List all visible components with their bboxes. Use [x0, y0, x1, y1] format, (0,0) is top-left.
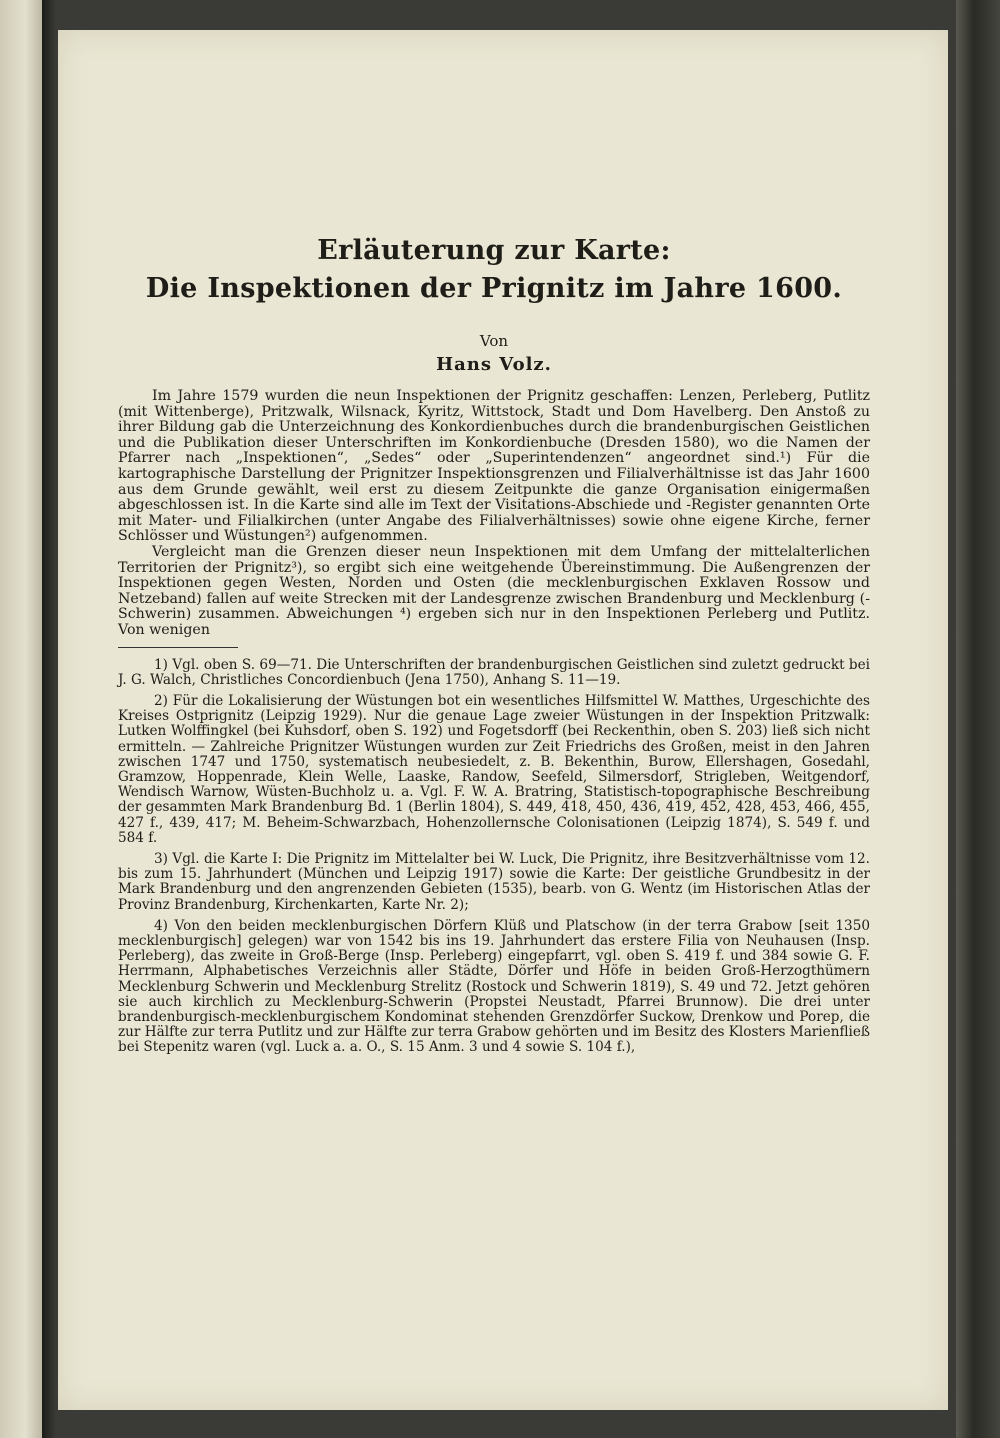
footnote-4: 4) Von den beiden mecklenburgischen Dörfern Klüß und Platschow (in der terra Grabow [seit 1350 mecklenburgisch] gelegen) war von 1542 bis ins 19. Jahrhundert das erstere Filia von Neuhausen (Insp. Perleberg), das zweite in Groß-Berge (Insp. Perleberg) eingepfarrt, vgl. oben S. 419 f. und 384 sowie G. F. Herrmann, Alphabetisches Verzeichnis aller Städte, Dörfer und Höfe in beiden Groß-Herzogthümern Mecklenburg Schwerin und Mecklenburg Strelitz (Rostock und Schwerin 1819), S. 49 und 72. Jetzt gehören sie auch kirchlich zu Mecklenburg-Schwerin (Propstei Neustadt, Pfarrei Brunnow). Die drei unter brandenburgisch-mecklenburgischem Kondominat stehenden Grenzdörfer Suckow, Drenkow und Porep, die zur Hälfte zur terra Putlitz und zur Hälfte zur terra Grabow gehörten und im Besitz des Klosters Marienfließ bei Stepenitz waren (vgl. Luck a. a. O., S. 15 Anm. 3 und 4 sowie S. 104 f.),: [118, 917, 870, 1056]
footnote-2: 2) Für die Lokalisierung der Wüstungen bot ein wesentliches Hilfsmittel W. Matthes, Urgeschichte des Kreises Ostprignitz (Leipzig 1929). Nur die genaue Lage zweier Wüstungen in der Inspektion Pritzwalk: Lutken Wolffingkel (bei Kuhsdorf, oben S. 192) und Fogetsdorff (bei Reckenthin, oben S. 203) ließ sich nicht ermitteln. — Zahlreiche Prignitzer Wüstungen wurden zur Zeit Friedrichs des Großen, meist in den Jahren zwischen 1747 und 1750, systematisch neubesiedelt, z. B. Bekenthin, Burow, Ellershagen, Gosedahl, Gramzow, Hoppenrade, Klein Welle, Laaske, Randow, Seefeld, Silmersdorf, Strigleben, Weitgendorf, Wendisch Warnow, Wüsten-Buchholz u. a. Vgl. F. W. A. Bratring, Statistisch-topographische Beschreibung der gesammten Mark Brandenburg Bd. 1 (Berlin 1804), S. 449, 418, 450, 436, 419, 452, 428, 453, 466, 455, 427 f., 439, 417; M. Beheim-Schwarzbach, Hohenzollernsche Colonisationen (Leipzig 1874), S. 549 f. und 584 f.: [118, 692, 870, 846]
page-title: [118, 232, 870, 308]
footnotes: [118, 658, 870, 1056]
body-text: [118, 389, 870, 639]
page-content: [118, 232, 870, 1062]
author-name: Hans Volz.: [436, 354, 552, 375]
title-line-1: Erläuterung zur Karte:: [317, 235, 671, 266]
body-paragraph-2: Vergleicht man die Grenzen dieser neun Inspektionen mit dem Umfang der mittelalterlichen Territorien der Prignitz³), so ergibt sich eine weitgehende Übereinstimmung. Die Außengrenzen der Inspektionen gegen Westen, Norden und Osten (die mecklenburgischen Exklaven Rossow und Netzeband) fallen auf weite Strecken mit der Landesgrenze zwischen Brandenburg und Mecklenburg (-Schwerin) zusammen. Abweichungen ⁴) ergeben sich nur in den Inspektionen Perleberg und Putlitz. Von wenigen: [118, 543, 870, 638]
footnote-1: 1) Vgl. oben S. 69—71. Die Unterschriften der brandenburgischen Geistlichen sind zuletzt gedruckt bei J. G. Walch, Christliches Concordienbuch (Jena 1750), Anhang S. 11—19.: [118, 656, 870, 688]
footnote-divider: [118, 647, 238, 648]
byline-von: Von: [479, 332, 509, 350]
body-paragraph-1: Im Jahre 1579 wurden die neun Inspektionen der Prignitz geschaffen: Lenzen, Perleberg, Putlitz (mit Wittenberge), Pritzwalk, Wilsnack, Kyritz, Wittstock, Stadt und Dom Havelberg. Den Anstoß zu ihrer Bildung gab die Unterzeichnung des Konkordienbuches durch die brandenburgischen Geistlichen und die Publikation dieser Unterschriften im Konkordienbuche (Dresden 1580), wo die Namen der Pfarrer nach „Inspektionen“, „Sedes“ oder „Superintendenzen“ angeordnet sind.¹) Für die kartographische Darstellung der Prignitzer Inspektionsgrenzen und Filialverhältnisse ist das Jahr 1600 aus dem Grunde gewählt, weil erst zu diesem Zeitpunkte die ganze Organisation einigermaßen abgeschlossen ist. In die Karte sind alle im Text der Visitations-Abschiede und -Register genannten Orte mit Mater- und Filialkirchen (unter Angabe des Filialverhältnisses) sowie ohne eigene Kirche, ferner Schlösser und Wüstungen²) aufgenommen.: [118, 388, 870, 545]
book-spine: [42, 0, 56, 1438]
footnote-3: 3) Vgl. die Karte I: Die Prignitz im Mittelalter bei W. Luck, Die Prignitz, ihre Besitzverhältnisse vom 12. bis zum 15. Jahrhundert (München und Leipzig 1917) sowie die Karte: Der geistliche Grundbesitz in der Mark Brandenburg und den angrenzenden Gebieten (1535), bearb. von G. Wentz (im Historischen Atlas der Provinz Brandenburg, Kirchenkarten, Karte Nr. 2);: [118, 850, 870, 913]
book-page: [58, 30, 948, 1410]
book-cover-edge: [956, 0, 1000, 1438]
left-page-edge: [0, 0, 42, 1438]
title-line-2: Die Inspektionen der Prignitz im Jahre 1600.: [145, 273, 843, 304]
